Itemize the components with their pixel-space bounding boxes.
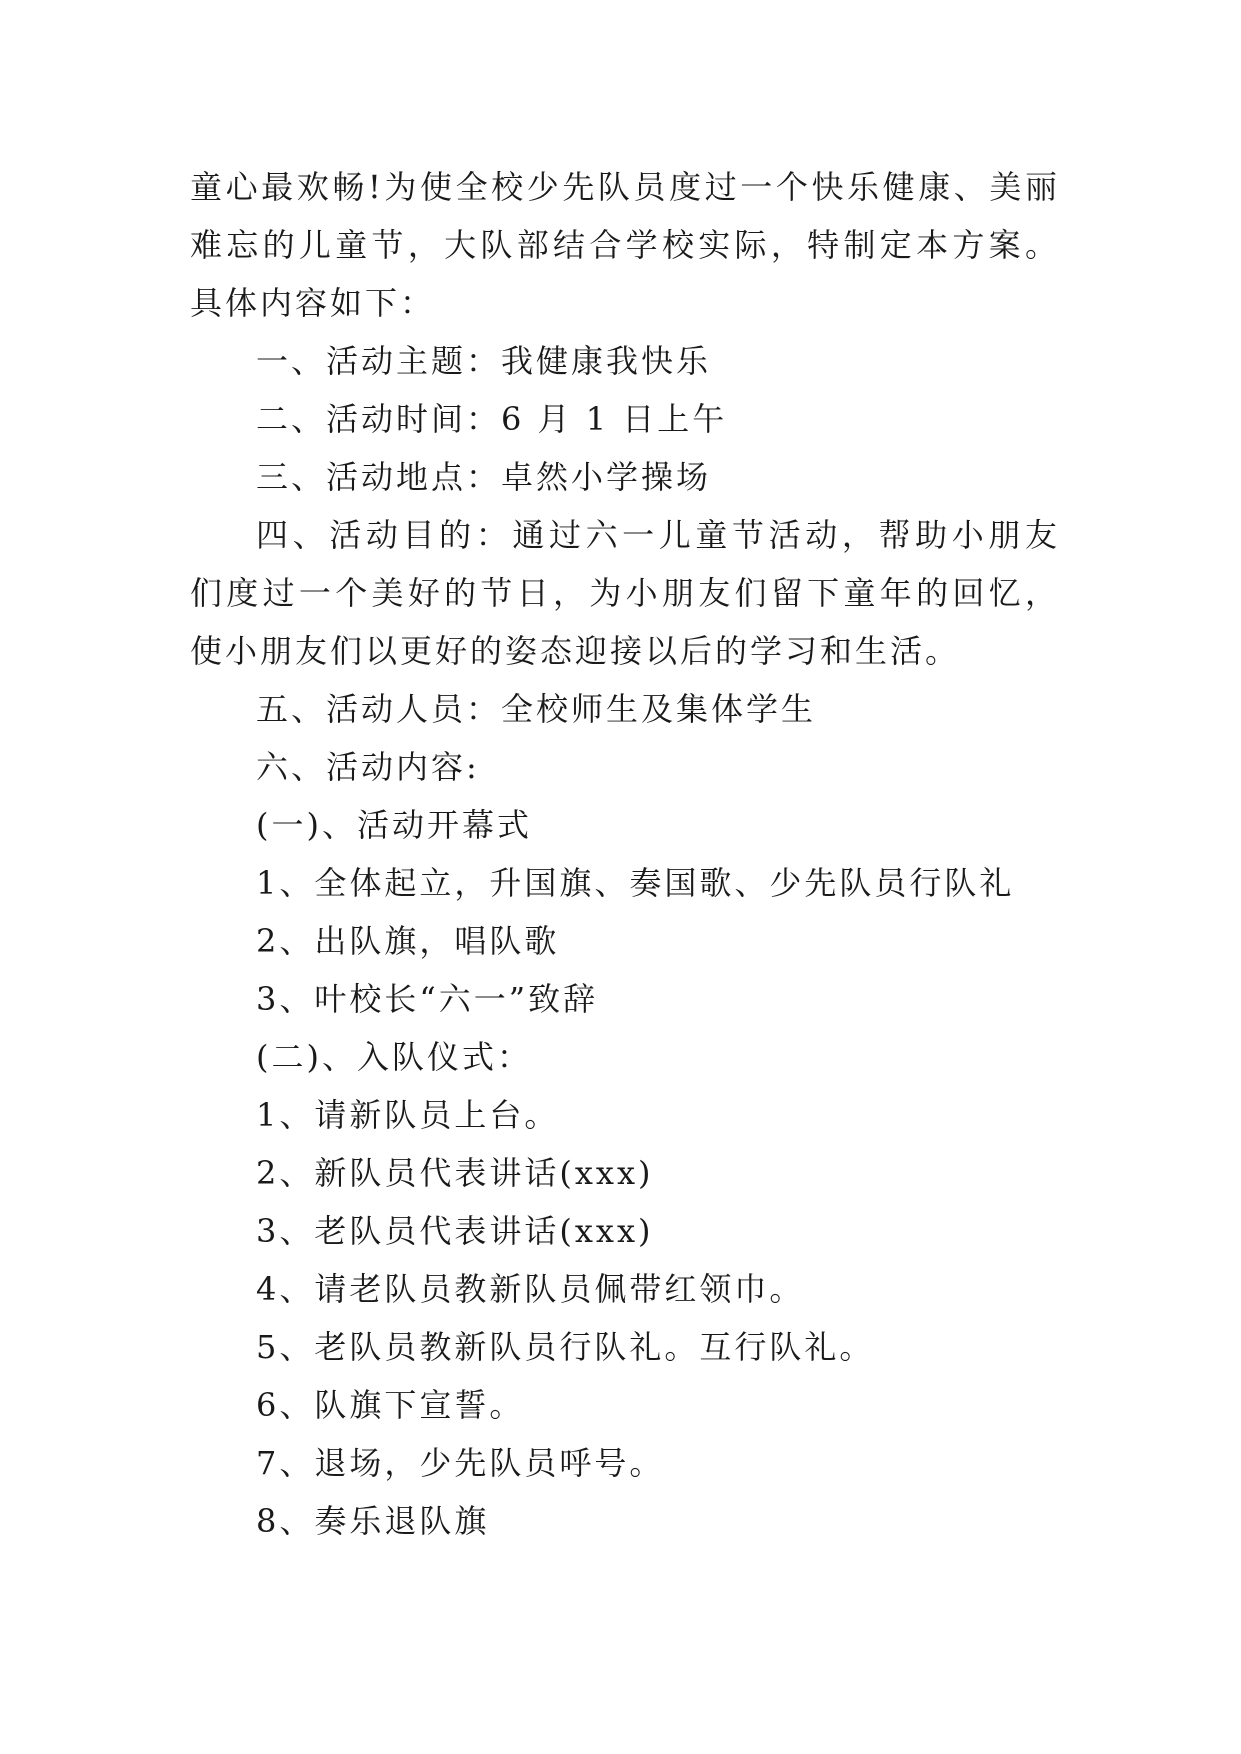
intro-paragraph: 童心最欢畅!为使全校少先队员度过一个快乐健康、美丽难忘的儿童节，大队部结合学校实际，特制定本方案。具体内容如下： [190, 168, 1060, 322]
activity-content-heading: 六、活动内容: [256, 748, 480, 786]
section-2-item: 7、退场，少先队员呼号。 [256, 1444, 665, 1482]
section-2-item: 5、老队员教新队员行队礼。互行队礼。 [256, 1328, 875, 1366]
document-body [190, 158, 1060, 1550]
section-2-item: 6、队旗下宣誓。 [256, 1386, 525, 1424]
activity-time: 二、活动时间：6 月 1 日上午 [256, 400, 728, 438]
activity-place: 三、活动地点：卓然小学操场 [256, 458, 712, 496]
section-1-item: 3、叶校长“六一”致辞 [256, 980, 599, 1018]
section-2-item: 4、请老队员教新队员佩带红领巾。 [256, 1270, 805, 1308]
section-2-item: 1、请新队员上台。 [256, 1096, 560, 1134]
activity-people: 五、活动人员：全校师生及集体学生 [256, 690, 817, 728]
activity-theme: 一、活动主题：我健康我快乐 [256, 342, 712, 380]
section-1-item: 2、出队旗，唱队歌 [256, 922, 560, 960]
section-2-item: 2、新队员代表讲话(xxx) [256, 1154, 654, 1192]
section-1-item: 1、全体起立，升国旗、奏国歌、少先队员行队礼 [256, 864, 1015, 902]
activity-purpose: 四、活动目的：通过六一儿童节活动，帮助小朋友们度过一个美好的节日，为小朋友们留下童年的回忆，使小朋友们以更好的姿态迎接以后的学习和生活。 [190, 516, 1060, 670]
section-1-heading: (一)、活动开幕式 [256, 806, 532, 844]
section-2-heading: (二)、入队仪式： [256, 1038, 532, 1076]
section-2-item: 8、奏乐退队旗 [256, 1502, 490, 1540]
section-2-item: 3、老队员代表讲话(xxx) [256, 1212, 654, 1250]
